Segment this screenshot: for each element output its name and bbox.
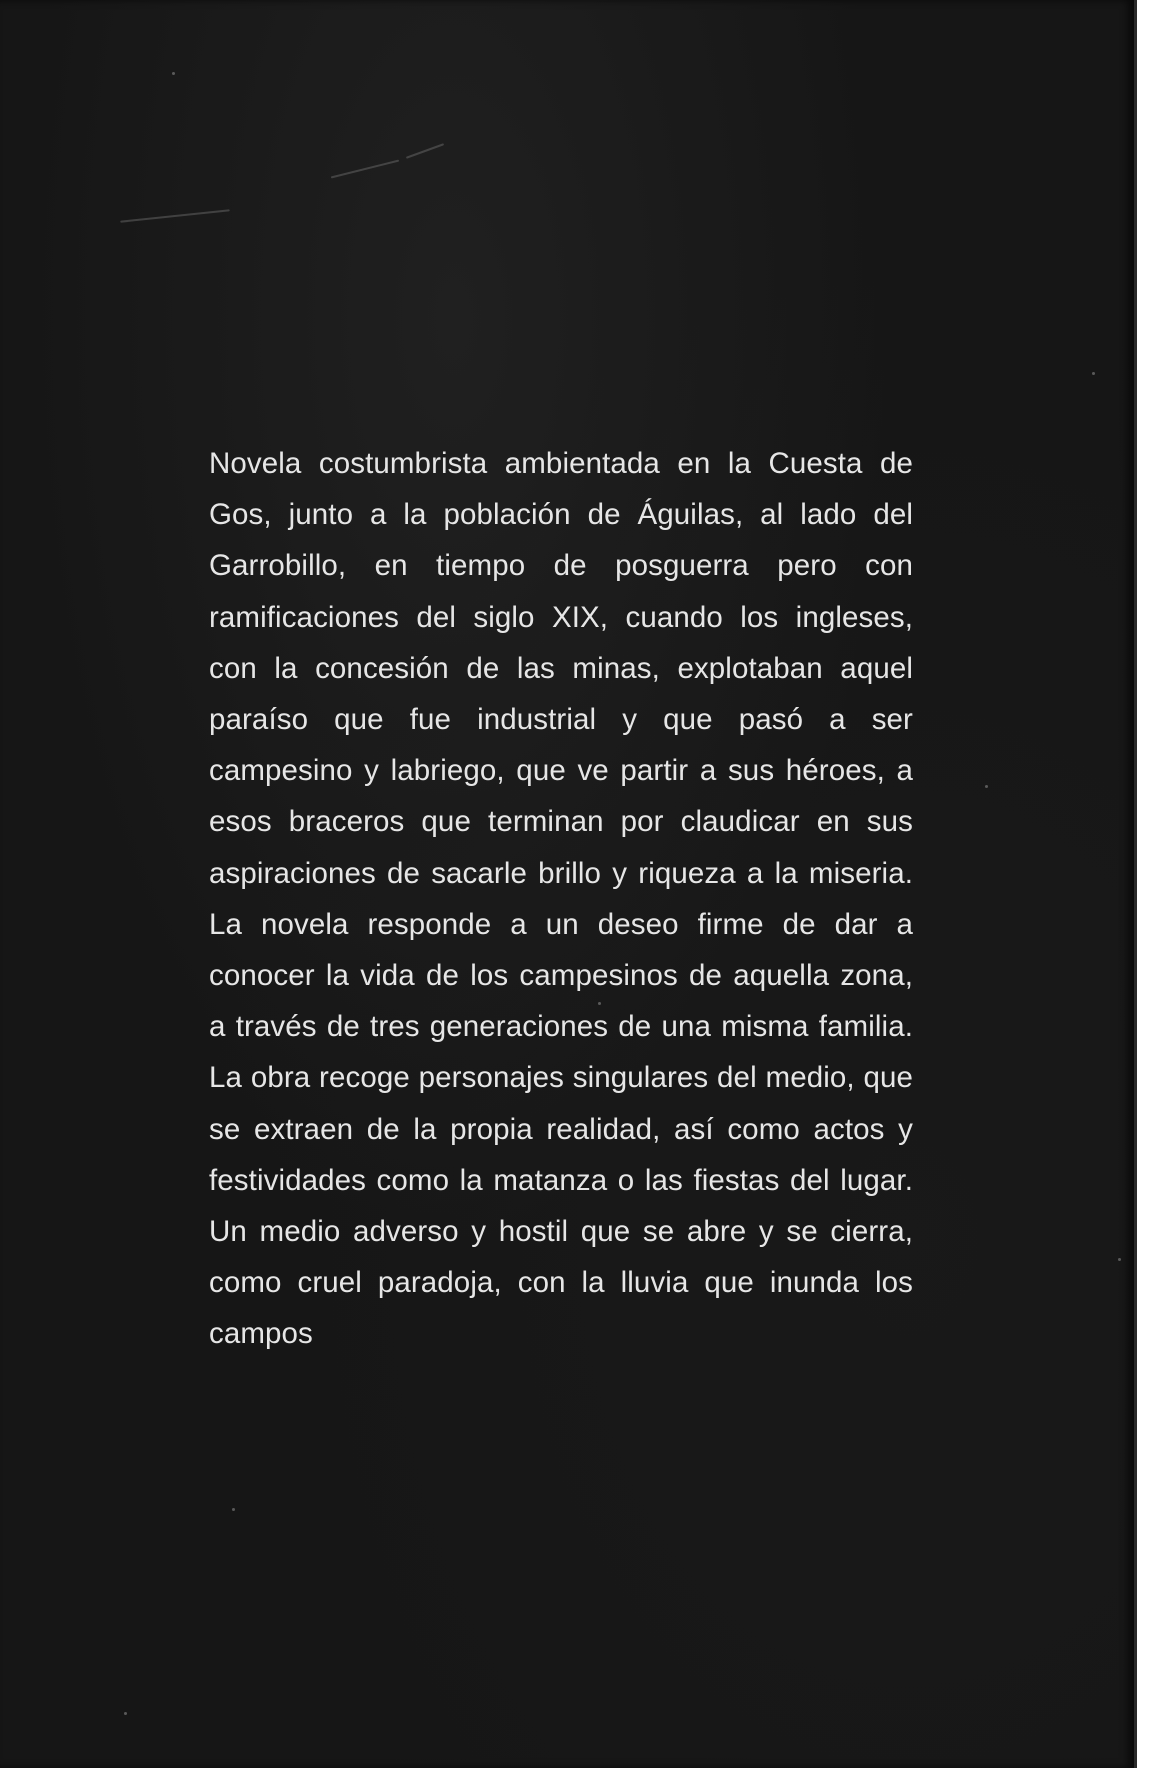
dust-speck <box>1118 1258 1121 1261</box>
scratch-mark <box>331 160 399 179</box>
scratch-mark <box>120 209 230 222</box>
dust-speck <box>124 1712 127 1715</box>
dust-speck <box>1092 372 1095 375</box>
back-cover-blurb: Novela costumbrista ambientada en la Cuesta de Gos, junto a la población de Águilas, al lado del Garrobillo, en tiempo de posguerra pero con ramificaciones del siglo XIX, cuando los ingleses, con la concesión de las minas, explotaban aquel paraíso que fue industrial y que pasó a ser campesino y labriego, que ve partir a sus héroes, a esos braceros que terminan por claudicar en sus aspiraciones de sacarle brillo y riqueza a la miseria. La novela responde a un deseo firme de dar a conocer la vida de los campesinos de aquella zona, a través de tres generaciones de una misma familia. La obra recoge personajes singulares del medio, que se extraen de la propia realidad, así como actos y festividades como la matanza o las fiestas del lugar. Un medio adverso y hostil que se abre y se cierra, como cruel paradoja, con la lluvia que inunda los campos <box>209 447 913 1351</box>
dust-speck <box>172 72 175 75</box>
scratch-mark <box>406 143 444 159</box>
dust-speck <box>232 1508 235 1511</box>
dust-speck <box>985 785 988 788</box>
